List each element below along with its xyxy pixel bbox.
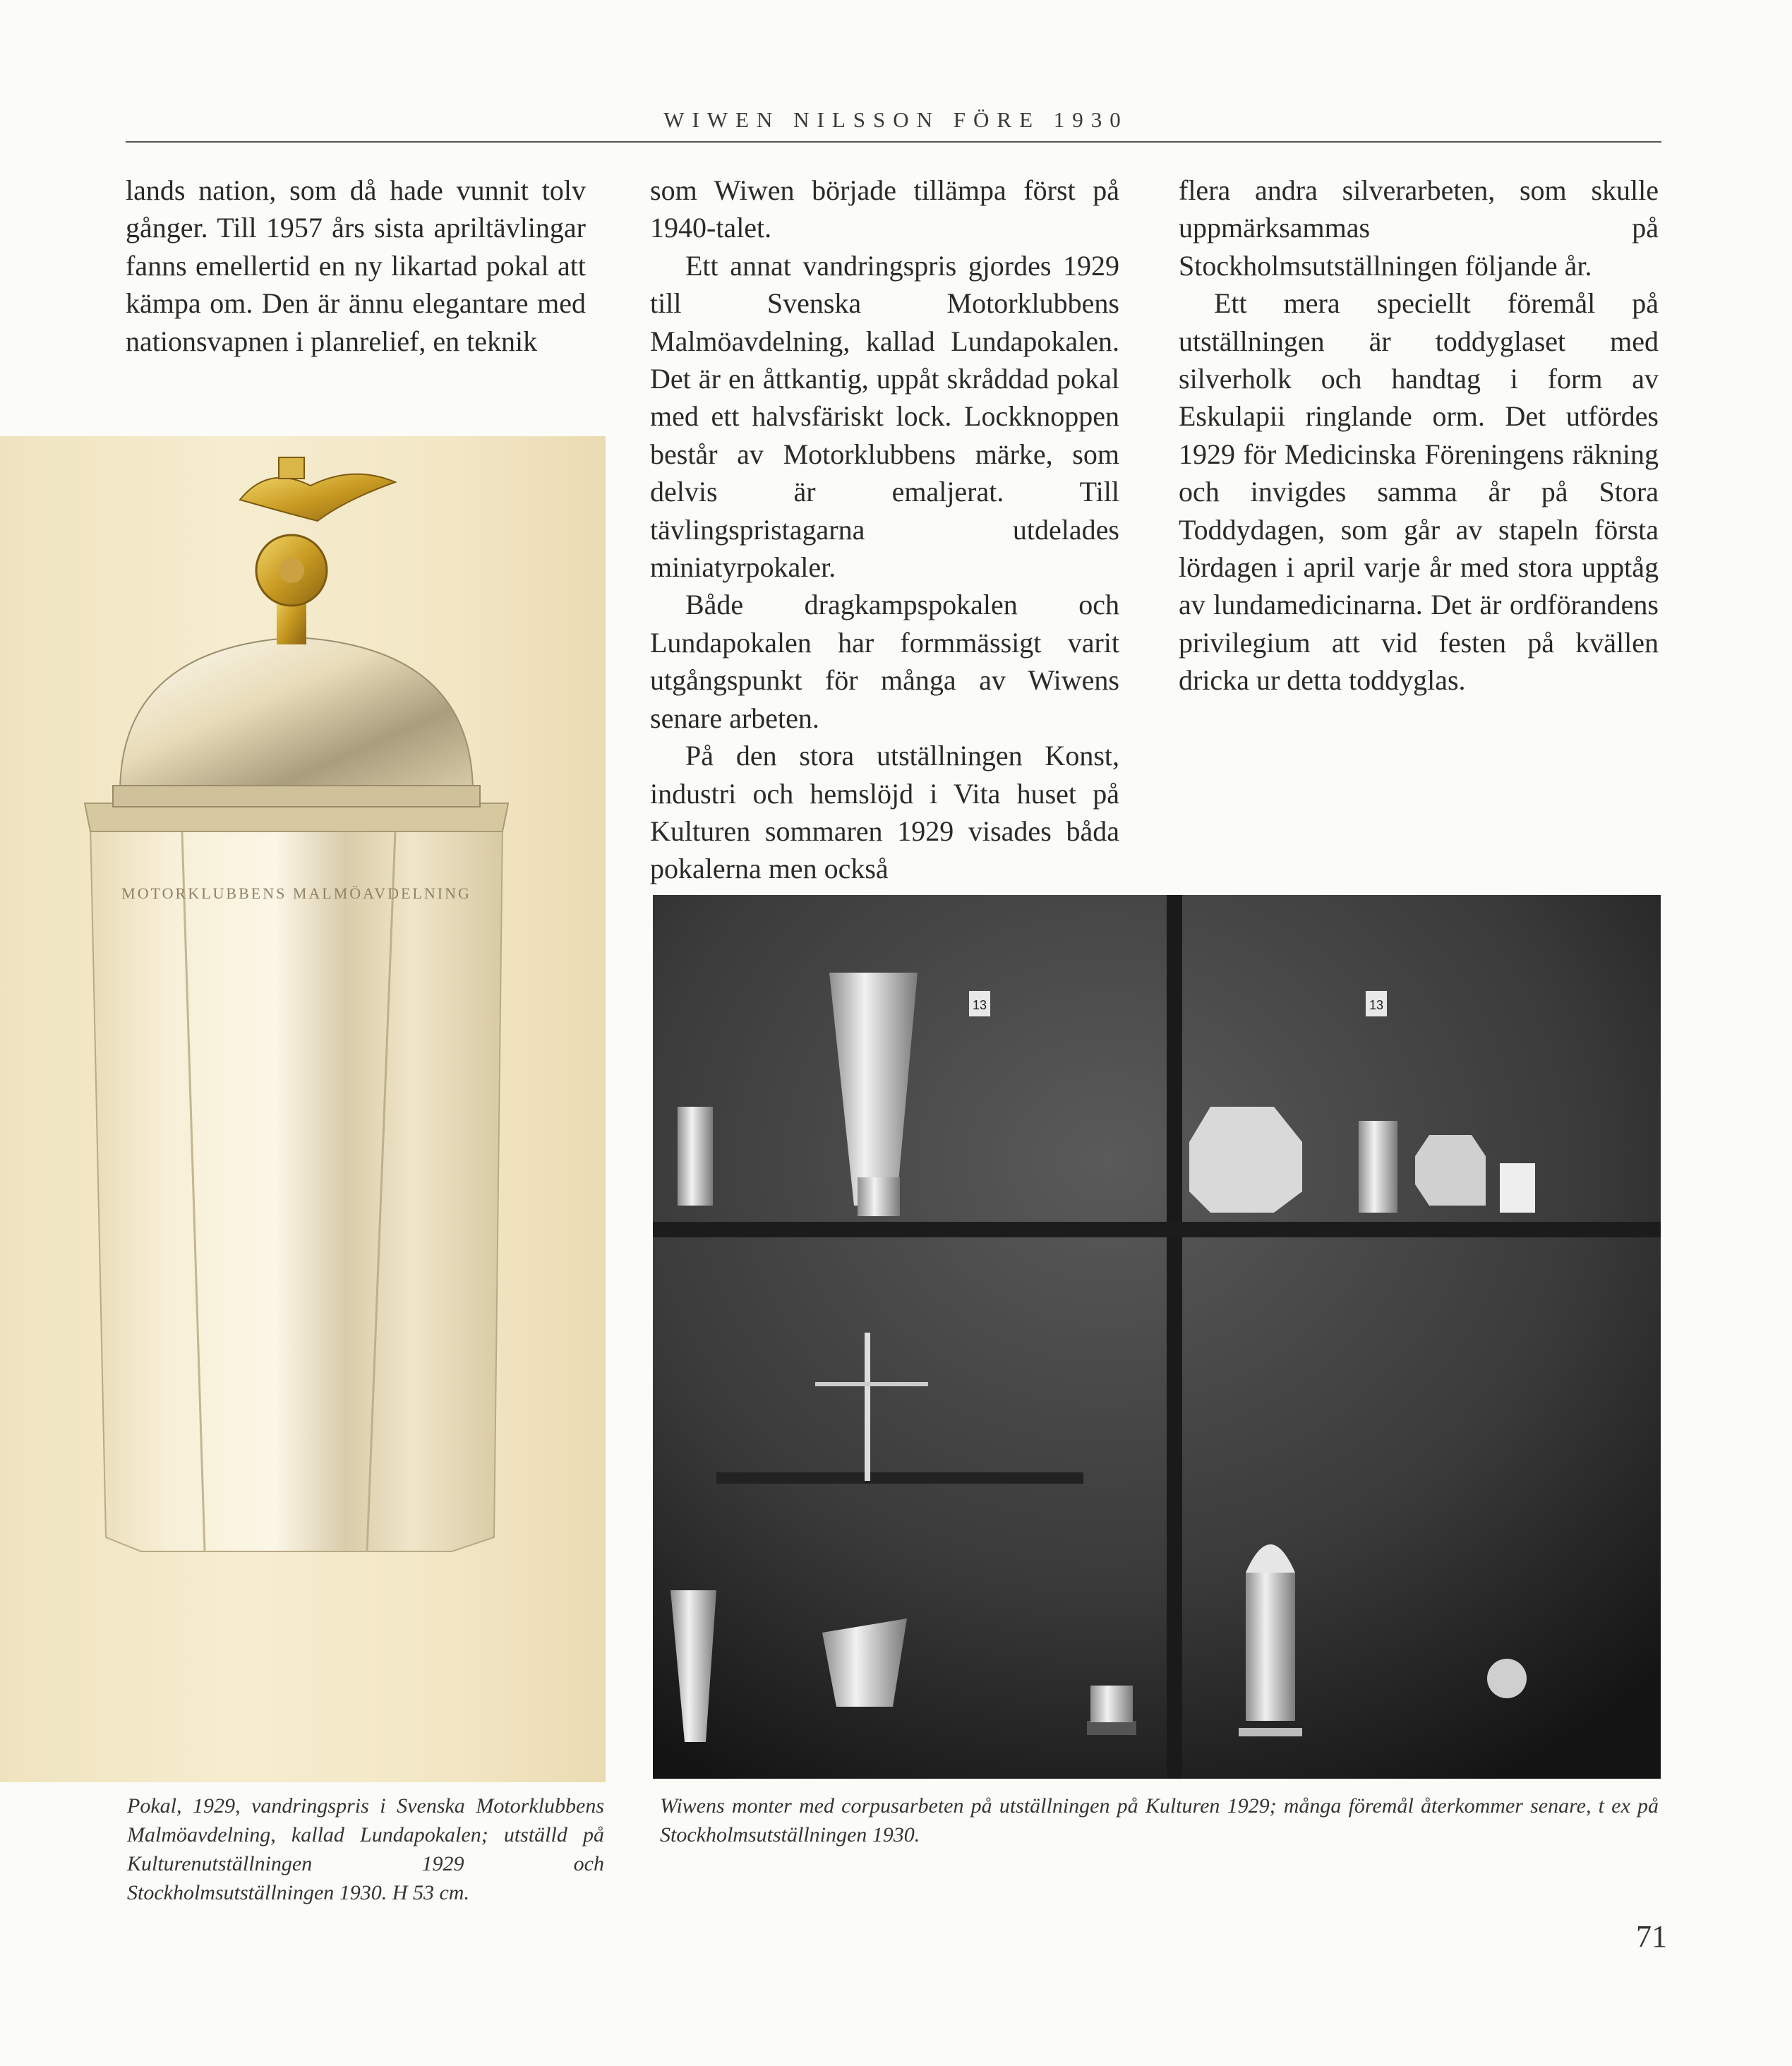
case-label-right: 13 <box>1369 998 1384 1012</box>
text-column-1 <box>126 172 586 360</box>
paragraph: lands nation, som då hade vunnit tolv gånger. Till 1957 års sista apriltävlingar fanns emellertid en ny likartad pokal att kämpa om. Den är ännu elegantare med nationsvapnen i planrelief, en teknik <box>126 174 586 357</box>
caption-right: Wiwens monter med corpusarbeten på utställningen på Kulturen 1929; många föremål återkommer senare, t ex på Stockholmsutställningen 1930. <box>660 1794 1659 1846</box>
paragraph: På den stora utställningen Konst, industri och hemslöjd i Vita huset på Kulturen sommaren 1929 visades båda pokalerna men också <box>650 740 1119 885</box>
running-head: WIWEN NILSSON FÖRE 1930 <box>663 107 1129 132</box>
text-column-2 <box>650 172 1119 888</box>
header-rule <box>126 141 1661 143</box>
case-label-left: 13 <box>972 998 987 1012</box>
page-number: 71 <box>1636 1919 1667 1954</box>
paragraph: flera andra silverarbeten, som skulle uppmärksammas på Stockholmsutställningen följande år. <box>1179 174 1659 282</box>
paragraph: Både dragkampspokalen och Lundapokalen har formmässigt varit utgångspunkt för många av Wiwens senare arbeten. <box>650 589 1119 734</box>
trophy-photo <box>0 436 606 1782</box>
engraving-text: MOTORKLUBBENS MALMÖAVDELNING <box>121 884 471 902</box>
paragraph: Ett annat vandringspris gjordes 1929 till Svenska Motorklubbens Malmöavdelning, kallad Lundapokalen. Det är en åttkantig, uppåt skråddad pokal med ett halvsfäriskt lock. Lockknoppen består av Motorklubbens märke, som delvis är emaljerat. Till tävlingspristagarna utdelades miniatyrpokaler. <box>650 249 1119 584</box>
exhibition-photo <box>653 895 1661 1779</box>
text-column-3 <box>1179 172 1659 699</box>
caption-left: Pokal, 1929, vandringspris i Svenska Motorklubbens Malmöavdelning, kallad Lundapokalen; utställd på Kulturenutställningen 1929 och Stockholmsutställningen 1930. H 53 cm. <box>127 1794 604 1904</box>
paragraph: som Wiwen började tillämpa först på 1940-talet. <box>650 174 1119 244</box>
paragraph: Ett mera speciellt föremål på utställningen är toddyglaset med silverholk och handtag i form av Eskulapii ringlande orm. Det utfördes 1929 för Medicinska Föreningens räkning och invigdes samma år på Stora Toddydagen, som går av stapeln första lördagen i april varje år med stora upptåg av lundamedicinarna. Det är ordförandens privilegium att vid festen på kvällen dricka ur detta toddyglas. <box>1179 287 1659 697</box>
